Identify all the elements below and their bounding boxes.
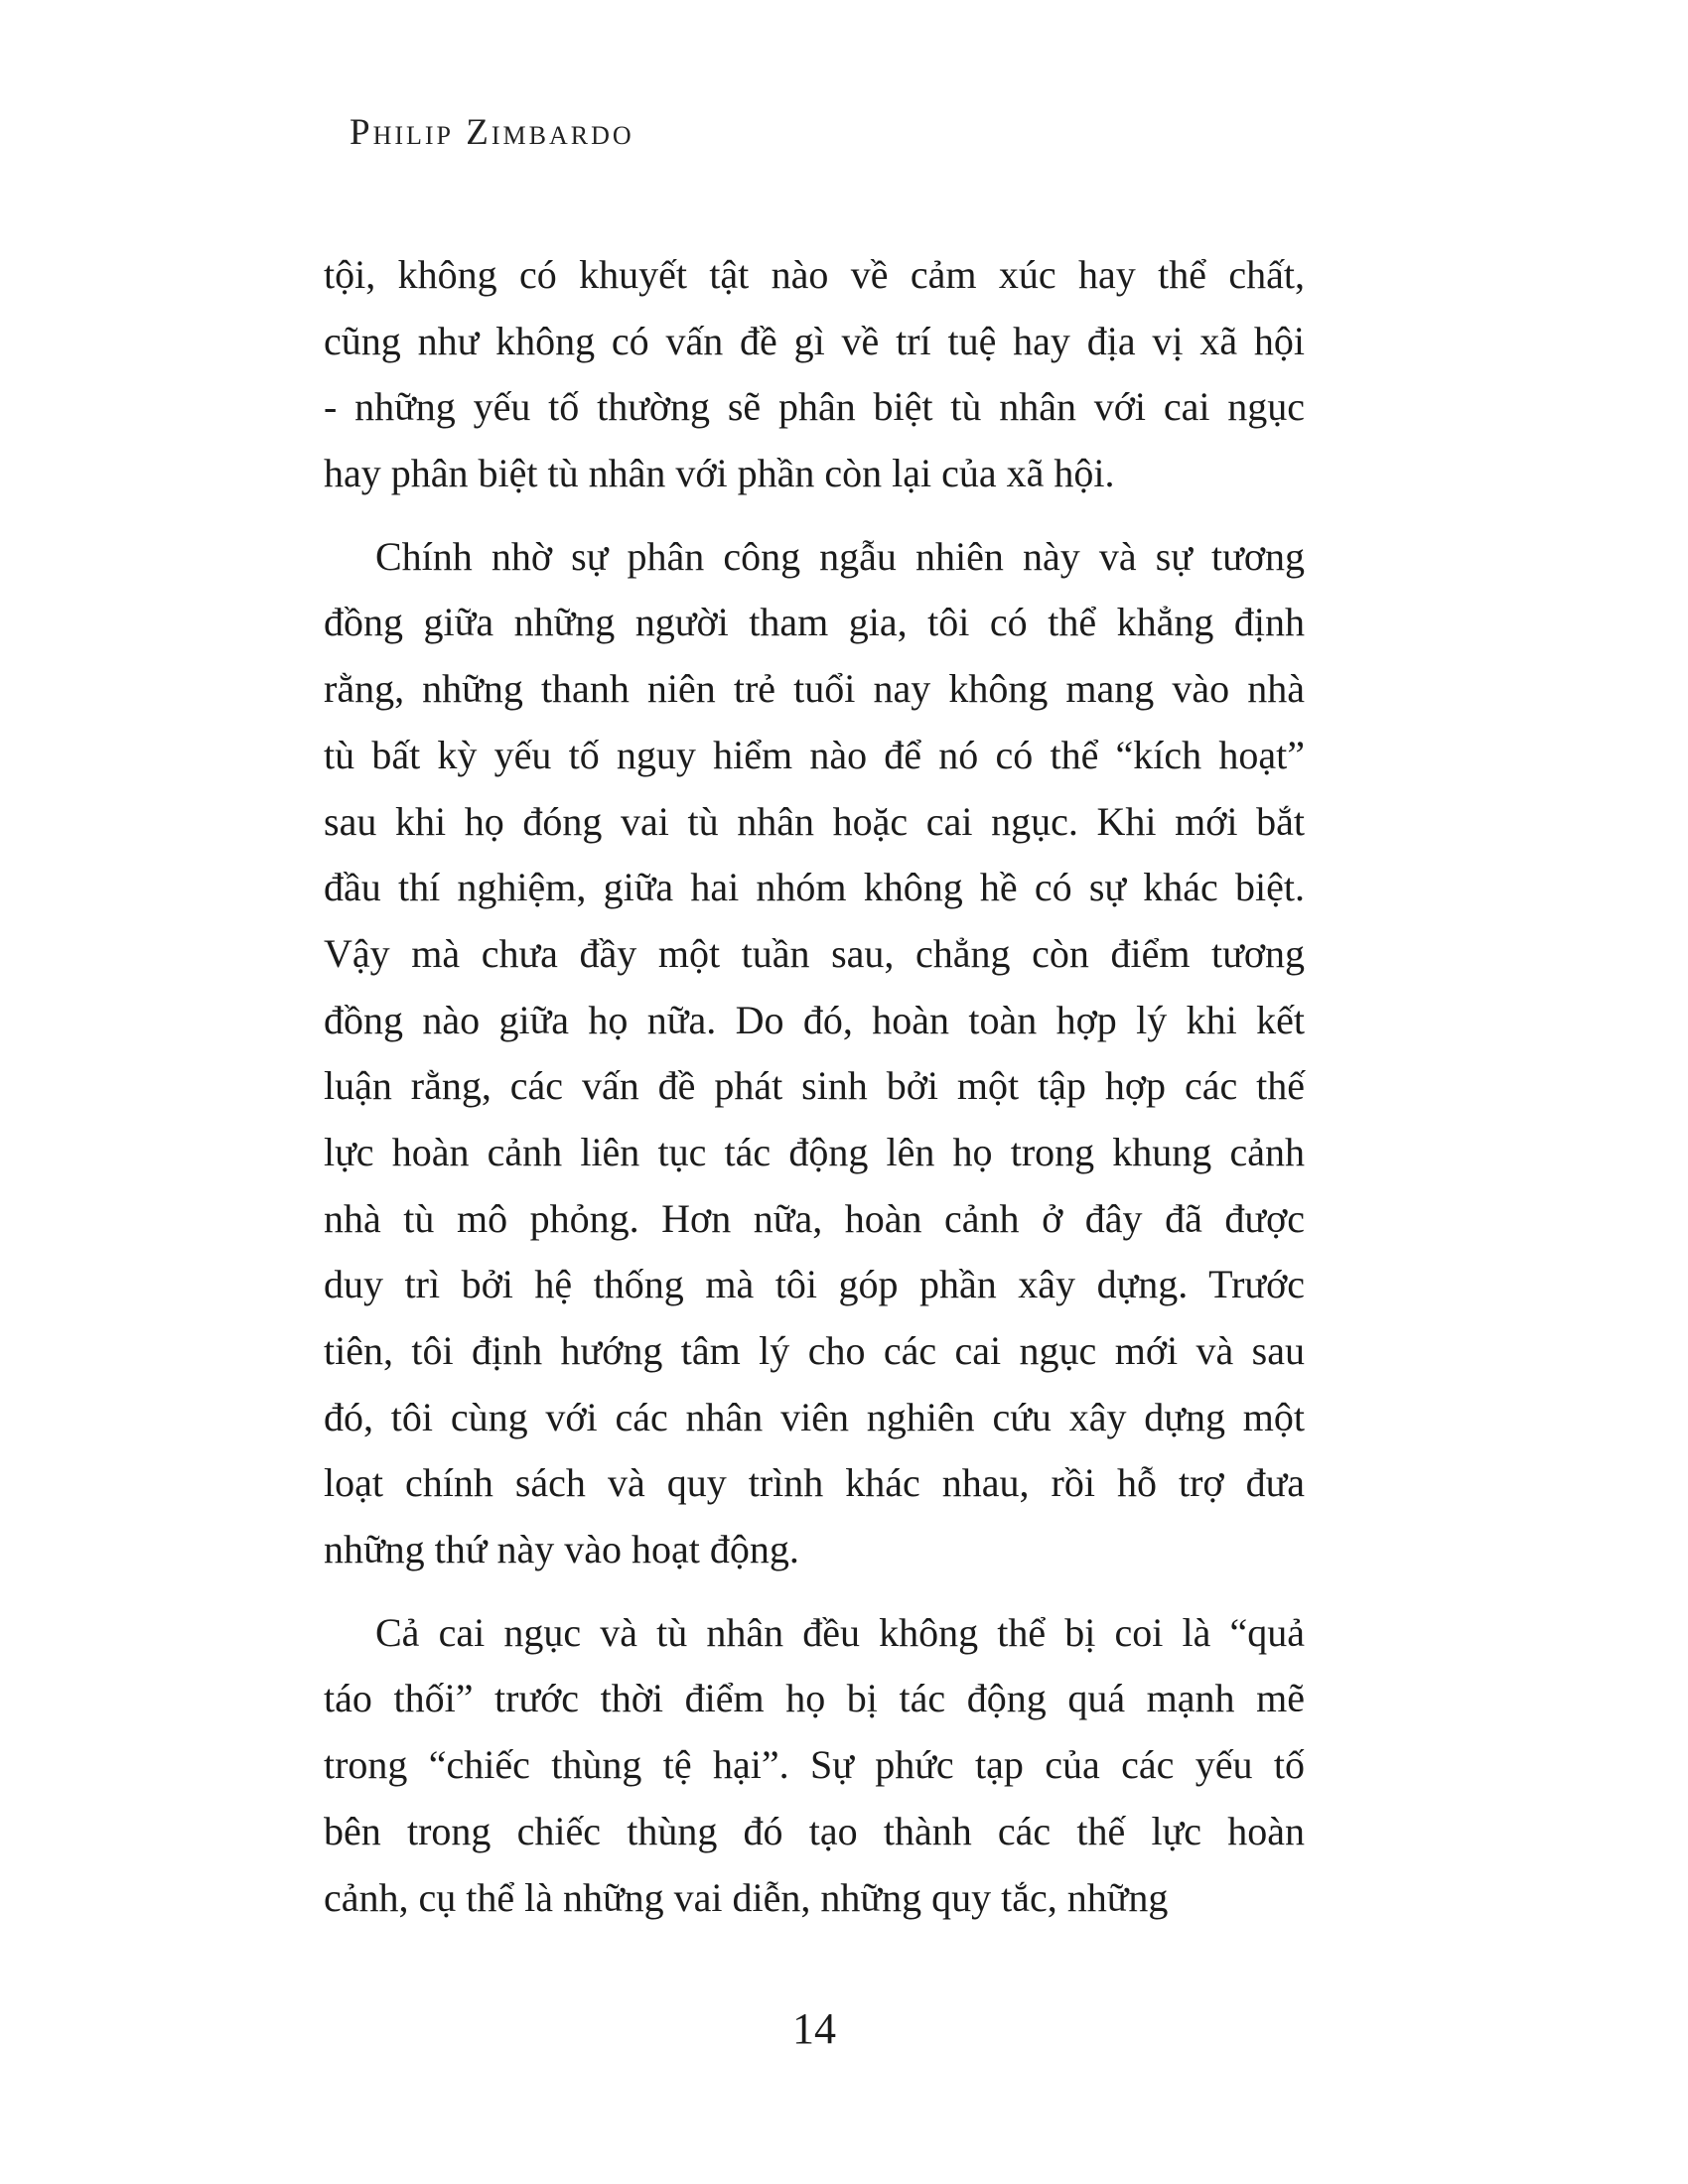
text-line: cảnh, cụ thể là những vai diễn, những quy tắc, những xyxy=(324,1874,1169,1920)
text-line: đồng nào giữa họ nữa. Do đó, hoàn toàn hợp lý khi kết xyxy=(324,997,1305,1042)
text-line: cũng như không có vấn đề gì về trí tuệ hay địa vị xã hội xyxy=(324,318,1305,363)
text-line: nhà tù mô phỏng. Hơn nữa, hoàn cảnh ở đây đã được xyxy=(324,1195,1305,1241)
running-header: Philip Zimbardo xyxy=(350,112,634,153)
text-line: Vậy mà chưa đầy một tuần sau, chẳng còn điểm tương xyxy=(324,930,1305,976)
text-line: những thứ này vào hoạt động. xyxy=(324,1527,799,1572)
text-line: tiên, tôi định hướng tâm lý cho các cai ngục mới và sau xyxy=(324,1328,1305,1373)
text-line: hay phân biệt tù nhân với phần còn lại của xã hội. xyxy=(324,451,1115,496)
text-line: đồng giữa những người tham gia, tôi có thể khẳng định xyxy=(324,600,1305,645)
text-line: rằng, những thanh niên trẻ tuổi nay không mang vào nhà xyxy=(324,666,1305,712)
text-line: duy trì bởi hệ thống mà tôi góp phần xây dựng. Trước xyxy=(324,1262,1305,1307)
body-text xyxy=(324,242,1305,1931)
text-line: táo thối” trước thời điểm họ bị tác động quá mạnh mẽ xyxy=(324,1676,1305,1721)
text-line: luận rằng, các vấn đề phát sinh bởi một tập hợp các thế xyxy=(324,1063,1305,1109)
text-line: đó, tôi cùng với các nhân viên nghiên cứu xây dựng một xyxy=(324,1394,1305,1439)
text-line: tội, không có khuyết tật nào về cảm xúc hay thể chất, xyxy=(324,252,1305,297)
text-line: Chính nhờ sự phân công ngẫu nhiên này và sự tương xyxy=(375,533,1305,579)
paragraph xyxy=(324,1600,1305,1931)
text-line: Cả cai ngục và tù nhân đều không thể bị coi là “quả xyxy=(375,1609,1305,1655)
paragraph xyxy=(324,242,1305,507)
text-line: bên trong chiếc thùng đó tạo thành các thế lực hoàn xyxy=(324,1808,1305,1853)
text-line: sau khi họ đóng vai tù nhân hoặc cai ngục. Khi mới bắt xyxy=(324,798,1305,844)
text-line: tù bất kỳ yếu tố nguy hiểm nào để nó có thể “kích hoạt” xyxy=(324,732,1305,777)
page-number: 14 xyxy=(792,2004,836,2053)
paragraph xyxy=(324,524,1305,1583)
text-line: lực hoàn cảnh liên tục tác động lên họ trong khung cảnh xyxy=(324,1129,1305,1174)
text-line: trong “chiếc thùng tệ hại”. Sự phức tạp của các yếu tố xyxy=(324,1742,1305,1788)
text-line: đầu thí nghiệm, giữa hai nhóm không hề có sự khác biệt. xyxy=(324,865,1305,910)
text-line: loạt chính sách và quy trình khác nhau, rồi hỗ trợ đưa xyxy=(324,1460,1305,1506)
text-line: - những yếu tố thường sẽ phân biệt tù nhân với cai ngục xyxy=(324,384,1305,430)
